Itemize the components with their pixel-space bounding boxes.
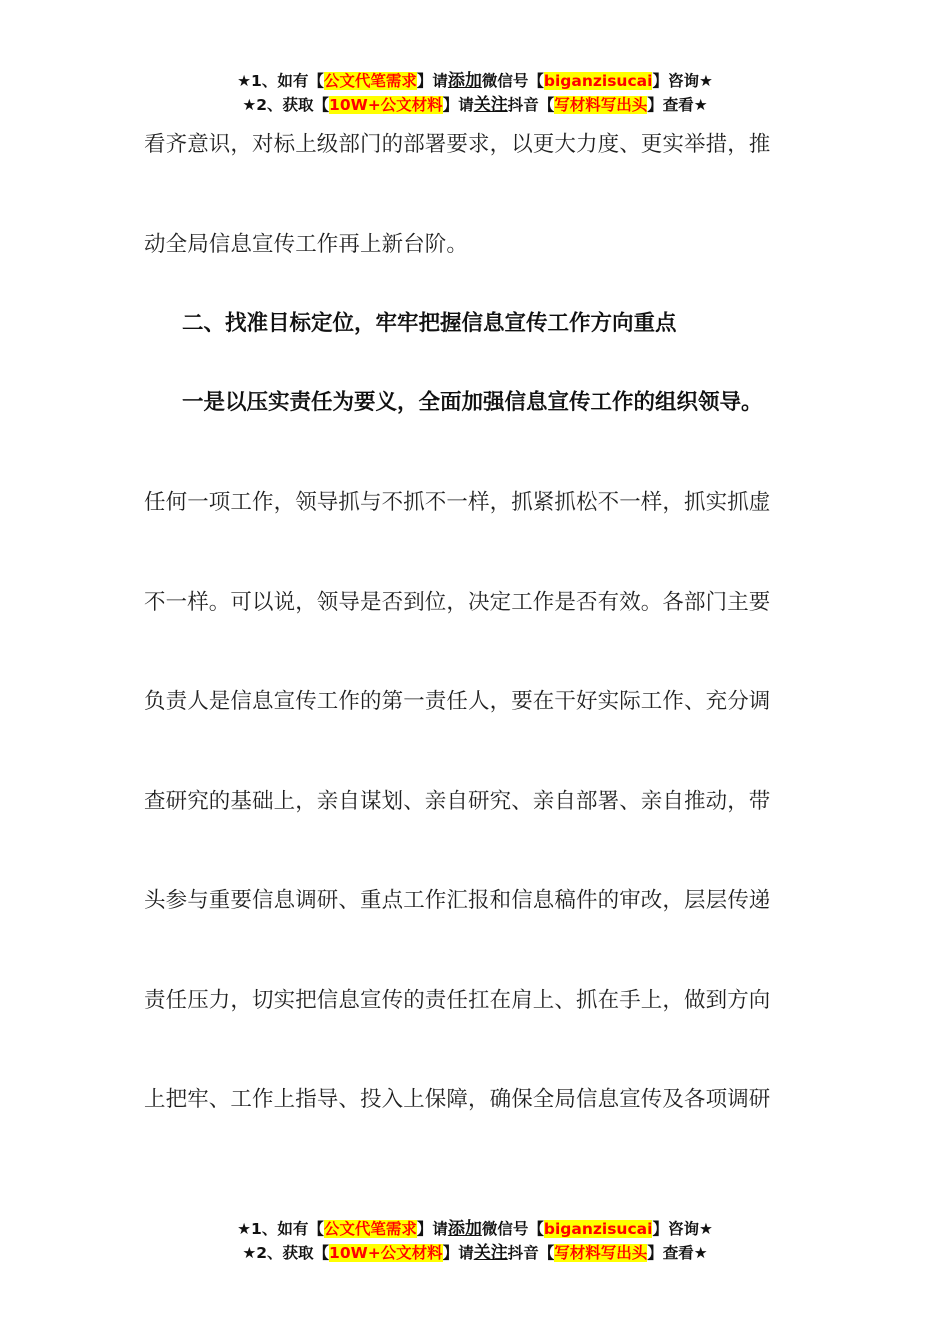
banner-text: 】查看★ xyxy=(647,1244,708,1262)
banner-text: 】查看★ xyxy=(647,96,708,114)
banner-text: ★1、如有【 xyxy=(237,1220,324,1238)
banner-text: ★2、获取【 xyxy=(242,1244,330,1262)
banner-text: 】请 xyxy=(442,1244,474,1262)
banner-highlight-materials: 10W+公文材料 xyxy=(329,96,443,114)
section-heading: 二、找准目标定位，牢牢把握信息宣传工作方向重点 xyxy=(182,311,677,336)
banner-text: ★2、获取【 xyxy=(242,96,330,114)
paragraph-line: 头参与重要信息调研、重点工作汇报和信息稿件的审改，层层传递 xyxy=(144,888,771,913)
banner-highlight-service: 公文代笔需求 xyxy=(323,1220,417,1238)
banner-text: 抖音【 xyxy=(507,96,555,114)
banner-text: 】请 xyxy=(442,96,474,114)
banner-highlight-wechat-id: biganzisucai xyxy=(543,72,653,90)
banner-highlight-materials: 10W+公文材料 xyxy=(329,1244,443,1262)
banner-emphasis: 添加 xyxy=(447,71,482,91)
footer-banner xyxy=(0,1217,950,1265)
paragraph-line: 任何一项工作，领导抓与不抓不一样，抓紧抓松不一样，抓实抓虚 xyxy=(144,490,771,515)
banner-highlight-douyin-id: 写材料写出头 xyxy=(554,96,648,114)
banner-text: 】咨询★ xyxy=(652,72,713,90)
banner-highlight-douyin-id: 写材料写出头 xyxy=(554,1244,648,1262)
banner-text: 微信号【 xyxy=(481,1220,544,1238)
banner-emphasis: 添加 xyxy=(447,1219,482,1239)
paragraph-line: 负责人是信息宣传工作的第一责任人，要在干好实际工作、充分调 xyxy=(144,689,771,714)
banner-text: 】请 xyxy=(416,1220,448,1238)
banner-text: ★1、如有【 xyxy=(237,72,324,90)
banner-line-2 xyxy=(0,93,950,117)
banner-emphasis: 关注 xyxy=(473,95,508,115)
banner-line-1 xyxy=(0,69,950,93)
header-banner xyxy=(0,69,950,117)
paragraph-line: 上把牢、工作上指导、投入上保障，确保全局信息宣传及各项调研 xyxy=(144,1087,771,1112)
banner-text: 微信号【 xyxy=(481,72,544,90)
paragraph-line: 查研究的基础上，亲自谋划、亲自研究、亲自部署、亲自推动，带 xyxy=(144,789,771,814)
banner-line-2 xyxy=(0,1241,950,1265)
banner-text: 抖音【 xyxy=(507,1244,555,1262)
banner-emphasis: 关注 xyxy=(473,1243,508,1263)
paragraph-line: 看齐意识，对标上级部门的部署要求，以更大力度、更实举措，推 xyxy=(144,132,771,157)
banner-highlight-service: 公文代笔需求 xyxy=(323,72,417,90)
subsection-heading: 一是以压实责任为要义，全面加强信息宣传工作的组织领导。 xyxy=(182,390,763,415)
paragraph-line: 动全局信息宣传工作再上新台阶。 xyxy=(144,232,469,257)
banner-text: 】请 xyxy=(416,72,448,90)
banner-highlight-wechat-id: biganzisucai xyxy=(543,1220,653,1238)
banner-text: 】咨询★ xyxy=(652,1220,713,1238)
paragraph-line: 不一样。可以说，领导是否到位，决定工作是否有效。各部门主要 xyxy=(144,590,771,615)
banner-line-1 xyxy=(0,1217,950,1241)
paragraph-line: 责任压力，切实把信息宣传的责任扛在肩上、抓在手上，做到方向 xyxy=(144,988,771,1013)
